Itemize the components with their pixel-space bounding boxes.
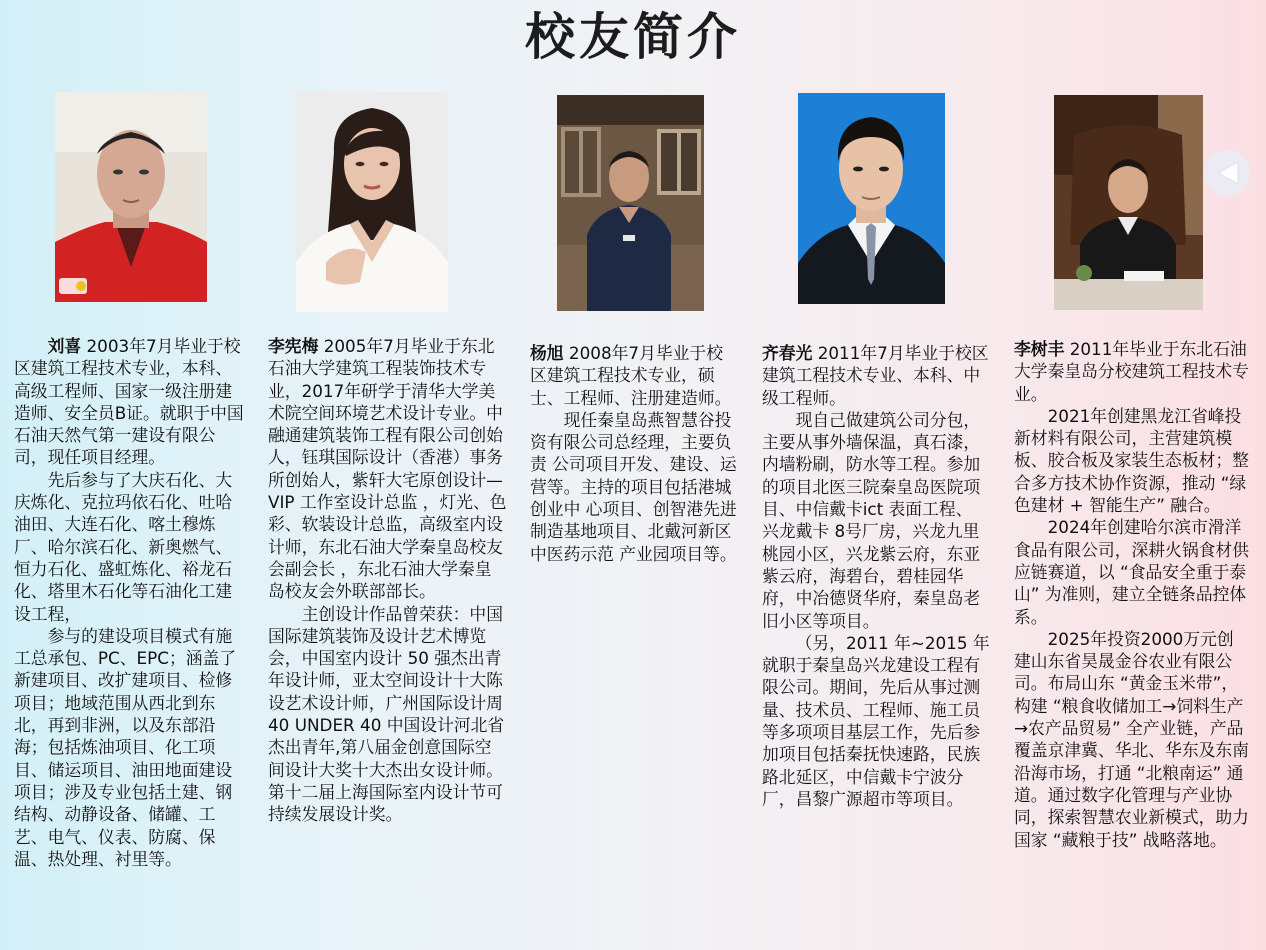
bio-1-paragraph-2: 先后参与了大庆石化、大庆炼化、克拉玛依石化、吐哈油田、大连石化、喀土穆炼厂、哈尔滨石化、新奥燃气、恒力石化、盛虹炼化、裕龙石化、塔里木石化等石油化工建设工程，	[14, 469, 233, 624]
bio-5-paragraph-3: 2024年创建哈尔滨市滑洋食品有限公司，深耕火锅食材供应链赛道，以 “食品安全重于泰山” 为准则，建立全链条品控体系。	[1014, 517, 1249, 627]
alumni-photo-1	[55, 92, 207, 302]
alumni-bio-3	[530, 342, 738, 565]
alumni-name-1: 刘喜	[47, 336, 82, 356]
prev-slide-button[interactable]	[1204, 150, 1250, 196]
alumni-bio-1	[14, 335, 244, 870]
alumni-name-2: 李宪梅	[268, 336, 319, 356]
portrait-2-image	[296, 92, 448, 312]
bio-3-paragraph-1: 杨旭 2008年7月毕业于校区建筑工程技术专业，硕士、工程师、注册建造师。	[530, 343, 732, 408]
bio-3-paragraph-2: 现任秦皇岛燕智慧谷投资有限公司总经理，主要负责 公司项目开发、建设、运营等。主持的项目包括港城创业中 心项目、创智港先进制造基地项目、北戴河新区中医药示范 产业园项目等。	[530, 409, 737, 564]
alumni-name-3: 杨旭	[530, 343, 564, 363]
bio-5-paragraph-2: 2021年创建黑龙江省峰投新材料有限公司，主营建筑模板、胶合板及家装生态板材；整合多方技术协作资源，推动 “绿色建材 + 智能生产” 融合。	[1014, 405, 1249, 516]
bio-4-paragraph-2: 现自己做建筑公司分包，主要从事外墙保温，真石漆，内墙粉刷，防水等工程。参加的项目北医三院秦皇岛医院项目、中信戴卡ict 表面工程、 兴龙戴卡 8号厂房，兴龙九里桃园小区，兴龙紫云府，东亚紫云府，海碧台，碧桂园华府，中冶德贤华府，秦皇岛老旧小区等项目。	[762, 409, 981, 631]
alumni-photo-5	[1054, 95, 1203, 310]
alumni-bio-4	[762, 342, 994, 810]
bio-4-paragraph-1: 齐春光 2011年7月毕业于校区建筑工程技术专业、本科、中级工程师。	[762, 343, 989, 408]
portrait-4-image	[798, 93, 945, 304]
bio-5-paragraph-1: 李树丰 2011年毕业于东北石油大学秦皇岛分校建筑工程技术专业。	[1014, 339, 1249, 404]
chevron-left-icon	[1204, 150, 1250, 196]
bio-2-paragraph-2: 主创设计作品曾荣获：中国国际建筑装饰及设计艺术博览会，中国室内设计 50 强杰出青年设计师，亚太空间设计十大陈设艺术设计师，广州国际设计周 40 UNDER 40 中国设计河北省杰出青年,第八届金创意国际空间设计大奖十大杰出女设计师。 第十二届上海国际室内设计节可持续发展设计奖。	[268, 603, 505, 825]
alumni-name-5: 李树丰	[1014, 339, 1065, 359]
alumni-photo-3	[557, 95, 704, 311]
bio-2-paragraph-1: 李宪梅 2005年7月毕业于东北石油大学建筑工程装饰技术专业，2017年研学于清华大学美术院空间环境艺术设计专业。中融通建筑装饰工程有限公司创始人，钰琪国际设计（香港）事务所创始人，紫轩大宅原创设计—VIP 工作室设计总监 ，灯光、色彩、软装设计总监，高级室内设计师，东北石油大学秦皇岛校友会副会长 ，东北石油大学秦皇岛校友会外联部部长。	[268, 336, 507, 602]
portrait-5-image	[1054, 95, 1203, 310]
bio-1-paragraph-3: 参与的建设项目模式有施工总承包、PC、EPC；涵盖了新建项目、改扩建项目、检修项目；地域范围从西北到东北，再到非洲，以及东部沿海；包括炼油项目、化工项目、储运项目、油田地面建设项目；涉及专业包括土建、钢结构、动静设备、储罐、工艺、电气、仪表、防腐、保温、热处理、衬里等。	[14, 625, 237, 869]
alumni-name-4: 齐春光	[762, 343, 813, 363]
portrait-3-image	[557, 95, 704, 311]
alumni-photo-4	[798, 93, 945, 304]
page-title: 校友简介	[525, 8, 741, 66]
alumni-bio-5	[1014, 338, 1250, 851]
bio-1-paragraph-1: 刘喜 2003年7月毕业于校区建筑工程技术专业，本科、高级工程师、国家一级注册建造师、安全员B证。就职于中国石油天然气第一建设有限公司，现任项目经理。	[14, 336, 244, 468]
bio-4-paragraph-3: （另，2011 年~2015 年就职于秦皇岛兴龙建设工程有限公司。期间，先后从事过测量、技术员、工程师、施工员等多项项目基层工作，先后参加项目包括秦抚快速路，民族路北延区，中信戴卡宁波分厂，昌黎广源超市等项目。	[762, 632, 990, 809]
bio-5-paragraph-4: 2025年投资2000万元创建山东省昊晟金谷农业有限公司。布局山东 “黄金玉米带”，构建 “粮食收储加工→饲料生产→农产品贸易” 全产业链，产品覆盖京津冀、华北、华东及东南沿海市场，打通 “北粮南运” 通道。通过数字化管理与产业协同，探索智慧农业新模式，助力国家 “藏粮于技” 战略落地。	[1014, 628, 1249, 850]
portrait-1-image	[55, 92, 207, 302]
alumni-photo-2	[296, 92, 448, 312]
alumni-bio-2	[268, 335, 508, 826]
